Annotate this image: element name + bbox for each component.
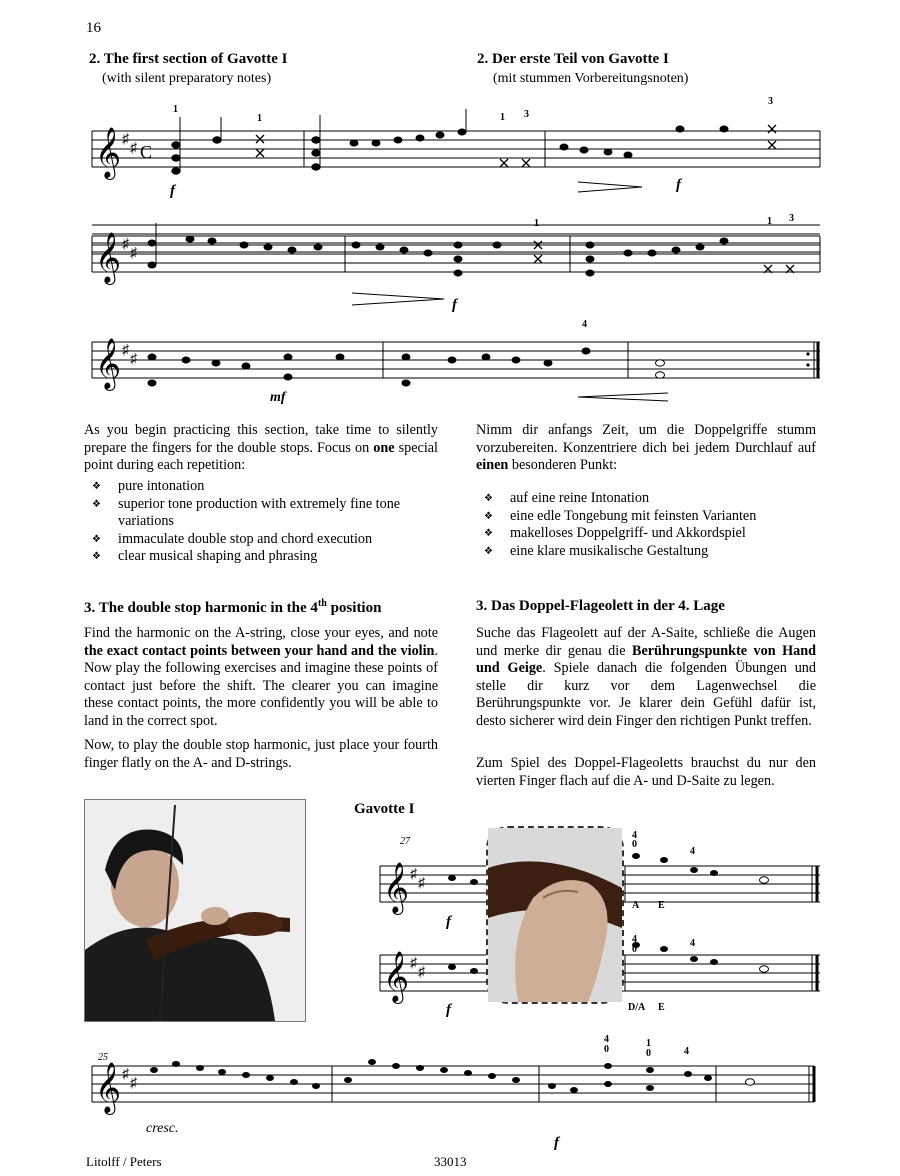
fingering: 4 <box>582 319 587 330</box>
measure-number: 27 <box>400 836 410 847</box>
fingering: 0 <box>632 944 637 955</box>
section-2-title-en: 2. The first section of Gavotte I <box>89 51 288 67</box>
sharp-icon: ♯ <box>410 956 417 971</box>
notes-system-2 <box>148 223 794 276</box>
dynamic-forte: f <box>446 1002 451 1018</box>
dynamic-forte: f <box>446 914 451 930</box>
fingering: 1 <box>257 113 262 124</box>
page-number: 16 <box>86 20 101 36</box>
dynamic-forte: f <box>452 297 457 313</box>
sharp-icon: ♯ <box>410 867 417 882</box>
treble-clef-icon: 𝄞 <box>383 863 410 912</box>
fingering: 1 <box>173 104 178 115</box>
list-item: ❖ superior tone production with extremely fine tone variations <box>84 496 424 531</box>
fingering: 3 <box>524 109 529 120</box>
section-3-p1-de: Suche das Flageolett auf der A-Saite, schließe die Augen und merke dir genau die Berührungspunkte von Hand und Geige. Spiele danach die folgenden Übungen und stelle dir kurz vor dem Lagenwechsel die Berührungspunkte vor. Je klarer dein Gefühl dafür ist, desto sicherer wird dein Finger den richtigen Punkt treffen. <box>476 625 816 729</box>
sharp-icon: ♯ <box>418 876 425 891</box>
fingering: 4 <box>632 830 637 841</box>
treble-clef-icon: 𝄞 <box>95 128 122 177</box>
fingering: 4 <box>690 938 695 949</box>
fingering: 0 <box>632 839 637 850</box>
score-measure-25 <box>84 1034 824 1151</box>
list-item: ❖ makelloses Doppelgriff- und Akkordspiel <box>476 525 816 543</box>
list-item: ❖ eine klare musikalische Gestaltung <box>476 543 816 561</box>
section-3-p2-de: Zum Spiel des Doppel-Flageoletts brauchst du nur den vierten Finger flach auf die A- und D-Saite zu legen. <box>476 755 816 789</box>
notes-system-1 <box>172 109 776 174</box>
list-item: ❖ pure intonation <box>84 478 424 496</box>
section-2-text-de: Nimm dir anfangs Zeit, um die Doppelgriffe stumm vorzubereiten. Konzentriere dich bei jedem Durchlauf auf einen besonderen Punkt: <box>476 422 816 473</box>
violinist-illustration <box>85 800 305 1021</box>
section-2-bullets-de <box>476 490 816 560</box>
staff-system-1 <box>92 140 820 252</box>
sharp-icon: ♯ <box>130 246 137 261</box>
string-label: A <box>632 900 640 911</box>
treble-clef-icon: 𝄞 <box>95 1063 122 1112</box>
section-3-p2-en: Now, to play the double stop harmonic, just place your fourth finger flatly on the A- and D-strings. <box>84 737 438 771</box>
string-label: E <box>658 1002 665 1013</box>
fingering: 4 <box>604 1034 609 1045</box>
string-label: E <box>658 900 665 911</box>
time-signature: C <box>140 142 153 162</box>
list-item: ❖ eine edle Tongebung mit feinsten Varianten <box>476 508 816 526</box>
footer-publisher: Litolff / Peters <box>86 1154 162 1169</box>
fingering: 1 <box>767 216 772 227</box>
treble-clef-icon: 𝄞 <box>95 233 122 282</box>
section-3-p1-en: Find the harmonic on the A-string, close your eyes, and note the exact contact points between your hand and the violin. Now play the following exercises and imagine these points of contact just before the shift. The clearer you can imagine these contact points, the more confidently you will be able to land in the correct spot. <box>84 625 438 729</box>
sharp-icon: ♯ <box>130 141 137 156</box>
fingering: 4 <box>632 934 637 945</box>
sharp-icon: ♯ <box>130 1076 137 1091</box>
footer-catalog-number: 33013 <box>434 1154 467 1169</box>
list-item: ❖ clear musical shaping and phrasing <box>84 548 424 566</box>
section-3-title-en: 3. The double stop harmonic in the 4th position <box>84 598 382 616</box>
fingering: 3 <box>789 213 794 224</box>
treble-clef-icon: 𝄞 <box>383 952 410 1001</box>
section-2-subtitle-de: (mit stummen Vorbereitungsnoten) <box>493 71 689 86</box>
fingering: 1 <box>534 218 539 229</box>
dynamic-forte: f <box>554 1135 559 1151</box>
fingering: 1 <box>646 1038 651 1049</box>
list-item: ❖ immaculate double stop and chord execution <box>84 531 424 549</box>
dynamic-mezzo-forte: mf <box>270 390 286 405</box>
treble-clef-icon: 𝄞 <box>95 339 122 388</box>
sharp-icon: ♯ <box>418 965 425 980</box>
measure-number: 25 <box>98 1052 108 1063</box>
list-item: ❖ auf eine reine Intonation <box>476 490 816 508</box>
section-2-title-de: 2. Der erste Teil von Gavotte I <box>477 51 669 67</box>
sharp-icon: ♯ <box>130 352 137 367</box>
sharp-icon: ♯ <box>122 132 129 147</box>
section-2-bullets-en <box>84 478 424 566</box>
hand-on-violin-illustration <box>488 828 622 1002</box>
fingering: 0 <box>646 1048 651 1059</box>
dynamic-crescendo: cresc. <box>146 1121 179 1136</box>
hairpin-decrescendo <box>578 182 642 192</box>
hairpin-decrescendo <box>352 293 444 305</box>
sharp-icon: ♯ <box>122 237 129 252</box>
violinist-photo <box>84 799 306 1022</box>
section-2-subtitle-en: (with silent preparatory notes) <box>102 71 272 86</box>
string-label: D/A <box>628 1002 646 1013</box>
sharp-icon: ♯ <box>122 343 129 358</box>
section-3-title-de: 3. Das Doppel-Flageolett in der 4. Lage <box>476 598 725 614</box>
section-2-text-en: As you begin practicing this section, take time to silently prepare the fingers for the double stops. Focus on one special point during each repetition: <box>84 422 438 473</box>
score-gavotte-section <box>0 95 900 415</box>
fingering: 4 <box>684 1046 689 1057</box>
fingering: 1 <box>500 112 505 123</box>
gavotte-title: Gavotte I <box>354 801 415 817</box>
sharp-icon: ♯ <box>122 1067 129 1082</box>
staff-lines-2 <box>92 236 820 272</box>
fingering: 3 <box>768 96 773 107</box>
hand-inset-photo <box>486 826 624 1004</box>
notes-system-3 <box>148 348 665 386</box>
fingering: 4 <box>690 846 695 857</box>
dynamic-forte: f <box>676 177 681 193</box>
fingering: 0 <box>604 1044 609 1055</box>
hairpin-line <box>578 397 668 401</box>
dynamic-forte: f <box>170 183 175 199</box>
staff-lines-1 <box>92 131 820 167</box>
